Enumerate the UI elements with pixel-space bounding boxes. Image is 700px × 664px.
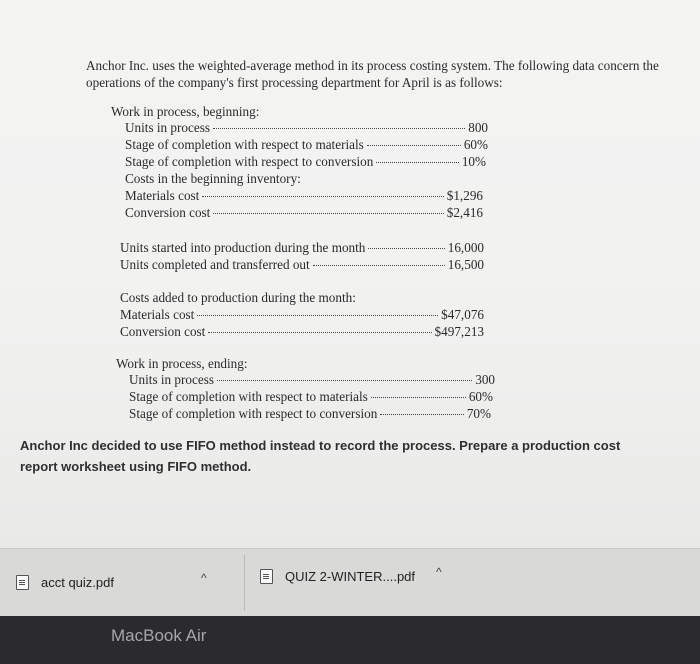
download-separator bbox=[244, 555, 245, 611]
pdf-file-icon bbox=[16, 575, 29, 590]
intro-paragraph: Anchor Inc. uses the weighted-average method in its process costing system. The following data concern the operations of the company's first processing department for April is as follows: bbox=[86, 58, 659, 90]
download-bar bbox=[0, 548, 700, 617]
chevron-up-icon[interactable]: ^ bbox=[201, 571, 207, 585]
wip-beginning-row: Stage of completion with respect to conversion 10% bbox=[125, 154, 486, 169]
download-filename: acct quiz.pdf bbox=[41, 574, 114, 590]
chevron-up-icon[interactable]: ^ bbox=[436, 565, 442, 579]
download-item[interactable] bbox=[260, 565, 415, 587]
wip-ending-row: Stage of completion with respect to materials 60% bbox=[129, 389, 493, 404]
laptop-bezel bbox=[0, 616, 700, 664]
units-row: Units started into production during the month 16,000 bbox=[120, 240, 484, 255]
download-filename: QUIZ 2-WINTER....pdf bbox=[285, 568, 416, 584]
wip-beginning-heading: Work in process, beginning: bbox=[111, 104, 260, 119]
pdf-file-icon bbox=[260, 569, 273, 584]
download-item[interactable] bbox=[16, 571, 114, 593]
beginning-cost-row: Materials cost $1,296 bbox=[125, 188, 483, 203]
wip-ending-row: Stage of completion with respect to conversion 70% bbox=[129, 406, 491, 421]
wip-beginning-row: Units in process 800 bbox=[125, 120, 488, 135]
beginning-costs-heading: Costs in the beginning inventory: bbox=[125, 171, 301, 186]
wip-beginning-row: Stage of completion with respect to materials 60% bbox=[125, 137, 488, 152]
question-text: Anchor Inc decided to use FIFO method instead to record the process. Prepare a production cost report worksheet using FIFO method. bbox=[20, 438, 621, 474]
costs-added-row: Conversion cost $497,213 bbox=[120, 324, 484, 339]
units-row: Units completed and transferred out 16,500 bbox=[120, 257, 484, 272]
costs-added-heading: Costs added to production during the month: bbox=[120, 290, 356, 305]
wip-ending-row: Units in process 300 bbox=[129, 372, 495, 387]
device-brand-label: MacBook Air bbox=[111, 626, 207, 645]
costs-added-row: Materials cost $47,076 bbox=[120, 307, 484, 322]
wip-ending-heading: Work in process, ending: bbox=[116, 356, 248, 371]
beginning-cost-row: Conversion cost $2,416 bbox=[125, 205, 483, 220]
